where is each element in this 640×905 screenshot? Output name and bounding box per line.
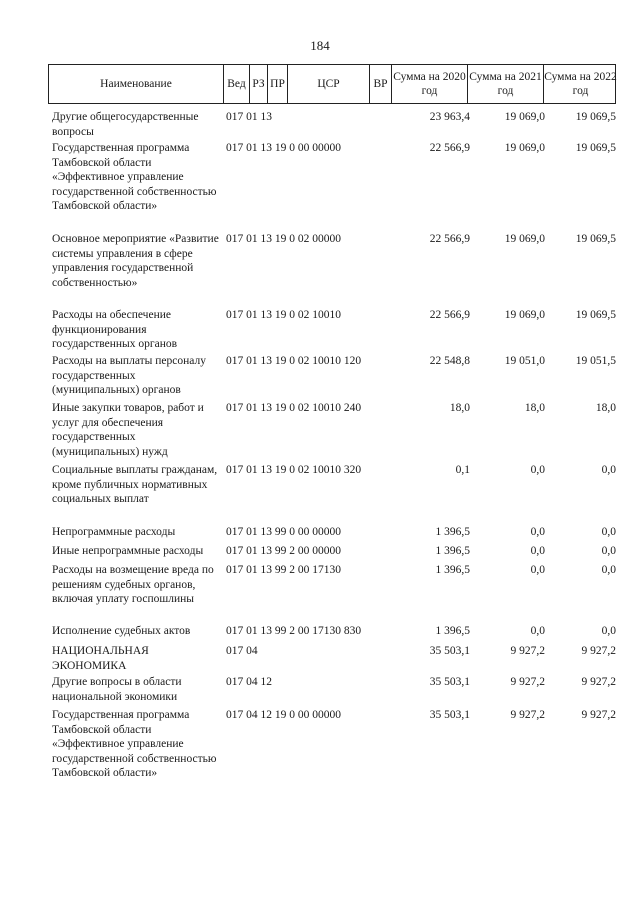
row-sum-2022: 19 069,5 [575,142,616,154]
row-sum-2022: 19 051,5 [575,355,616,367]
row-sum-2021: 18,0 [524,402,545,414]
row-sum-2021: 9 927,2 [510,709,545,721]
row-code: 017 01 13 99 2 00 17130 830 [226,625,362,637]
row-sum-2022: 19 069,5 [575,111,616,123]
row-name: НАЦИОНАЛЬНАЯ ЭКОНОМИКА [52,645,149,672]
row-name: Иные непрограммные расходы [52,545,204,557]
row-sum-2020: 18,0 [449,402,470,414]
row-sum-2020: 35 503,1 [429,709,470,721]
row-sum-2020: 1 396,5 [435,625,470,637]
row-sum-2021: 9 927,2 [510,645,545,657]
row-sum-2020: 22 548,8 [429,355,470,367]
row-code: 017 01 13 99 2 00 00000 [226,545,341,557]
row-sum-2020: 35 503,1 [429,676,470,688]
row-name: Исполнение судебных актов [52,625,191,637]
row-sum-2022: 18,0 [595,402,616,414]
header-rz: РЗ [249,65,267,103]
row-code: 017 04 12 19 0 00 00000 [226,709,341,721]
row-sum-2021: 19 069,0 [504,111,545,123]
row-sum-2021: 19 069,0 [504,233,545,245]
header-sum-2020: Сумма на 2020 год [391,65,467,103]
row-code: 017 01 13 99 2 00 17130 [226,564,341,576]
row-sum-2021: 0,0 [530,545,545,557]
row-name: Расходы на возмещение вреда по решениям судебных органов, включая уплату госпошлины [52,564,214,605]
row-sum-2021: 19 069,0 [504,309,545,321]
row-name: Другие общегосударственные вопросы [52,111,199,138]
row-sum-2020: 0,1 [455,464,470,476]
row-sum-2020: 22 566,9 [429,142,470,154]
row-code: 017 01 13 19 0 02 00000 [226,233,341,245]
row-name: Расходы на выплаты персоналу государственных (муниципальных) органов [52,355,206,396]
row-code: 017 01 13 19 0 00 00000 [226,142,341,154]
header-name: Наименование [100,78,172,90]
row-code: 017 01 13 19 0 02 10010 120 [226,355,362,367]
row-name: Государственная программа Тамбовской области «Эффективное управление государственной собственностью Тамбовской области» [52,142,217,212]
row-name: Другие вопросы в области национальной экономики [52,676,182,703]
row-sum-2022: 0,0 [601,526,616,538]
page-number: 184 [310,38,330,53]
row-sum-2021: 19 051,0 [504,355,545,367]
row-sum-2022: 0,0 [601,464,616,476]
row-sum-2022: 19 069,5 [575,309,616,321]
row-name: Основное мероприятие «Развитие системы управления в сфере управления государственной собственностью» [52,233,219,289]
row-code: 017 04 [226,645,258,657]
row-sum-2022: 9 927,2 [581,645,616,657]
row-code: 017 01 13 [226,111,272,123]
header-csr: ЦСР [287,65,369,103]
row-code: 017 01 13 19 0 02 10010 [226,309,341,321]
row-sum-2021: 0,0 [530,526,545,538]
row-sum-2020: 1 396,5 [435,526,470,538]
row-code: 017 01 13 19 0 02 10010 320 [226,464,362,476]
row-sum-2022: 0,0 [601,545,616,557]
table-header [48,64,616,104]
header-pr: ПР [267,65,287,103]
row-sum-2022: 0,0 [601,564,616,576]
header-sum-2021: Сумма на 2021 год [467,65,543,103]
row-sum-2021: 0,0 [530,464,545,476]
row-sum-2022: 0,0 [601,625,616,637]
row-name: Иные закупки товаров, работ и услуг для обеспечения государственных (муниципальных) нужд [52,402,204,458]
header-ved: Вед [223,65,249,103]
row-name: Социальные выплаты гражданам, кроме публичных нормативных социальных выплат [52,464,218,505]
row-sum-2022: 9 927,2 [581,676,616,688]
row-code: 017 01 13 99 0 00 00000 [226,526,341,538]
row-sum-2020: 22 566,9 [429,309,470,321]
row-code: 017 04 12 [226,676,272,688]
row-sum-2021: 0,0 [530,625,545,637]
row-name: Непрограммные расходы [52,526,176,538]
row-sum-2022: 19 069,5 [575,233,616,245]
row-sum-2020: 1 396,5 [435,564,470,576]
header-vr: ВР [369,65,391,103]
row-name: Государственная программа Тамбовской области «Эффективное управление государственной собственностью Тамбовской области» [52,709,217,779]
row-sum-2020: 22 566,9 [429,233,470,245]
row-sum-2020: 1 396,5 [435,545,470,557]
row-code: 017 01 13 19 0 02 10010 240 [226,402,362,414]
header-sum-2022: Сумма на 2022 год [543,65,617,103]
row-sum-2020: 23 963,4 [429,111,470,123]
row-sum-2021: 9 927,2 [510,676,545,688]
row-sum-2021: 0,0 [530,564,545,576]
row-name: Расходы на обеспечение функционирования государственных органов [52,309,178,350]
row-sum-2022: 9 927,2 [581,709,616,721]
row-sum-2020: 35 503,1 [429,645,470,657]
row-sum-2021: 19 069,0 [504,142,545,154]
